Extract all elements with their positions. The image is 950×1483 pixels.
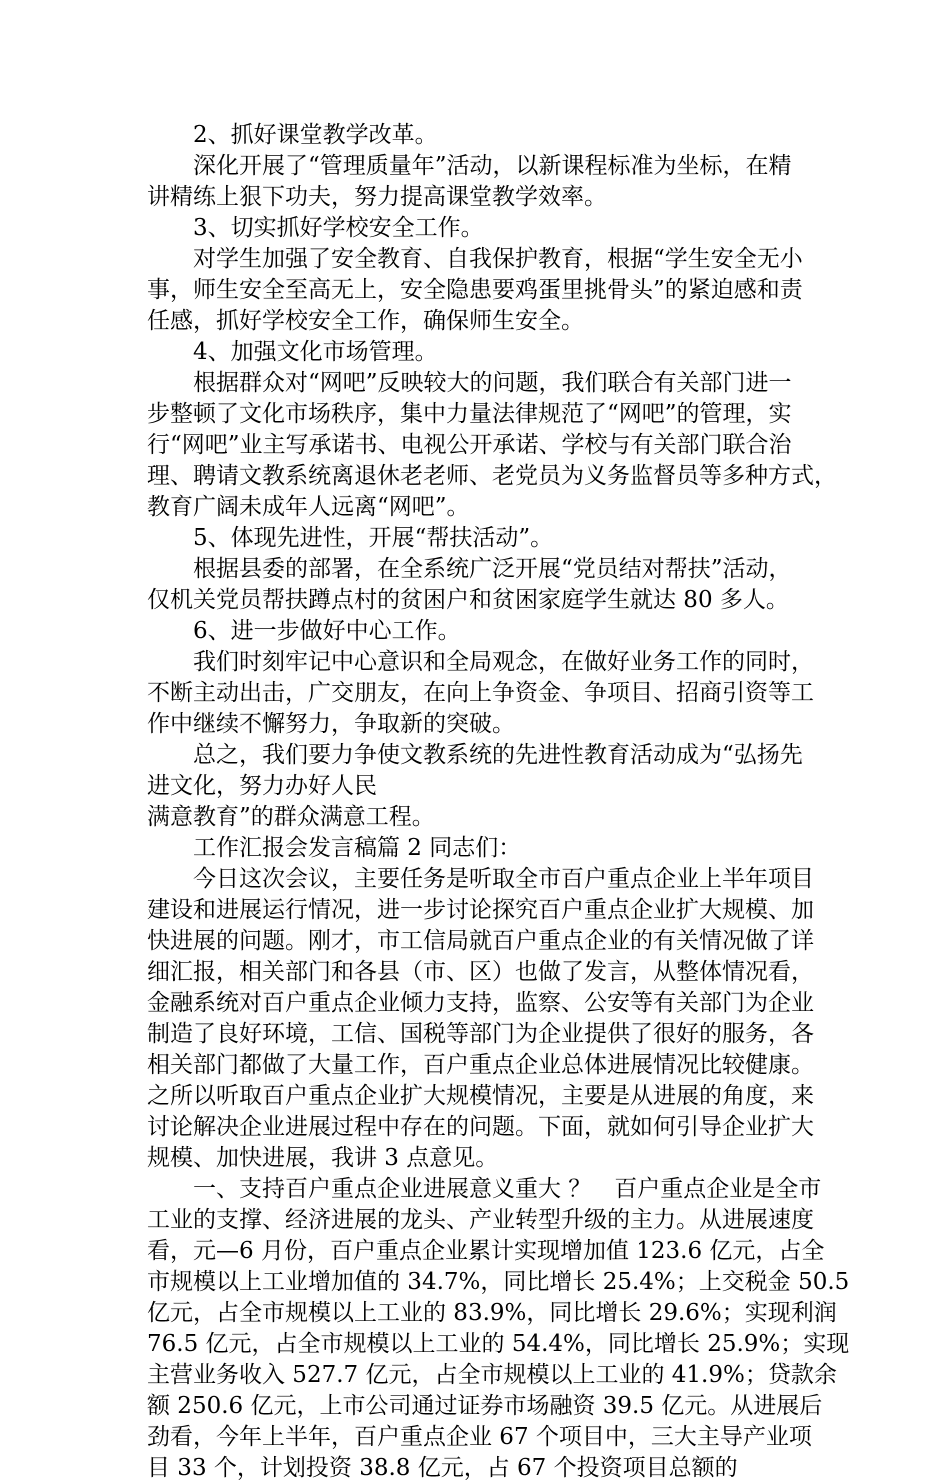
text-line: 市规模以上工业增加值的 34.7%，同比增长 25.4%；上交税金 50.5 — [147, 1269, 850, 1295]
text-line: 事，师生安全至高无上，安全隐患要鸡蛋里挑骨头”的紧迫感和责 — [147, 277, 803, 303]
text-line: 亿元，占全市规模以上工业的 83.9%，同比增长 29.6%；实现利润 — [147, 1300, 837, 1326]
text-line: 我们时刻牢记中心意识和全局观念，在做好业务工作的同时， — [147, 649, 814, 675]
text-line: 根据县委的部署，在全系统广泛开展“党员结对帮扶”活动， — [147, 556, 792, 582]
text-line: 主营业务收入 527.7 亿元，占全市规模以上工业的 41.9%；贷款余 — [147, 1362, 837, 1388]
text-line: 行“网吧”业主写承诺书、电视公开承诺、学校与有关部门联合治 — [147, 432, 792, 458]
text-line: 进文化，努力办好人民 — [147, 773, 377, 799]
text-line: 讨论解决企业进展过程中存在的问题。下面，就如何引导企业扩大 — [147, 1114, 814, 1140]
text-line: 根据群众对“网吧”反映较大的问题，我们联合有关部门进一 — [147, 370, 792, 396]
text-line: 劲看，今年上半年，百户重点企业 67 个项目中，三大主导产业项 — [147, 1424, 812, 1450]
text-line: 一、支持百户重点企业进展意义重大 ？ 百户重点企业是全市 — [147, 1176, 822, 1202]
document-page — [147, 0, 850, 1481]
text-line: 之所以听取百户重点企业扩大规模情况，主要是从进展的角度，来 — [147, 1083, 814, 1109]
text-line: 76.5 亿元，占全市规模以上工业的 54.4%，同比增长 25.9%；实现 — [147, 1331, 850, 1357]
text-line: 3、切实抓好学校安全工作。 — [147, 215, 484, 241]
text-line: 工作汇报会发言稿篇 2 同志们： — [147, 835, 522, 861]
text-line: 作中继续不懈努力，争取新的突破。 — [147, 711, 515, 737]
text-line: 教育广阔未成年人远离“网吧”。 — [147, 494, 470, 520]
text-line: 金融系统对百户重点企业倾力支持，监察、公安等有关部门为企业 — [147, 990, 814, 1016]
text-line: 制造了良好环境，工信、国税等部门为企业提供了很好的服务，各 — [147, 1021, 814, 1047]
text-line: 规模、加快进展，我讲 3 点意见。 — [147, 1145, 499, 1171]
text-line: 6、进一步做好中心工作。 — [147, 618, 461, 644]
text-line: 相关部门都做了大量工作，百户重点企业总体进展情况比较健康。 — [147, 1052, 814, 1078]
text-line: 对学生加强了安全教育、自我保护教育，根据“学生安全无小 — [147, 246, 803, 272]
text-line: 仅机关党员帮扶蹲点村的贫困户和贫困家庭学生就达 80 多人。 — [147, 587, 789, 613]
text-line: 4、加强文化市场管理。 — [147, 339, 438, 365]
text-line: 今日这次会议，主要任务是听取全市百户重点企业上半年项目 — [147, 866, 814, 892]
text-line: 看，元—6 月份，百户重点企业累计实现增加值 123.6 亿元，占全 — [147, 1238, 825, 1264]
text-line: 目 33 个，计划投资 38.8 亿元，占 67 个投资项目总额的 — [147, 1455, 738, 1481]
text-line: 深化开展了“管理质量年”活动，以新课程标准为坐标，在精 — [147, 153, 792, 179]
text-line: 总之，我们要力争使文教系统的先进性教育活动成为“弘扬先 — [147, 742, 803, 768]
text-line: 建设和进展运行情况，进一步讨论探究百户重点企业扩大规模、加 — [147, 897, 814, 923]
text-line: 2、抓好课堂教学改革。 — [147, 122, 438, 148]
text-line: 步整顿了文化市场秩序，集中力量法律规范了“网吧”的管理，实 — [147, 401, 792, 427]
text-line: 5、体现先进性，开展“帮扶活动”。 — [147, 525, 554, 551]
text-line: 讲精练上狠下功夫，努力提高课堂教学效率。 — [147, 184, 607, 210]
text-line: 满意教育”的群众满意工程。 — [147, 804, 435, 830]
text-line: 细汇报，相关部门和各县（市、区）也做了发言，从整体情况看， — [147, 959, 814, 985]
text-line: 任感，抓好学校安全工作，确保师生安全。 — [147, 308, 584, 334]
text-line: 工业的支撑、经济进展的龙头、产业转型升级的主力。从进展速度 — [147, 1207, 814, 1233]
text-line: 快进展的问题。刚才，市工信局就百户重点企业的有关情况做了详 — [147, 928, 814, 954]
text-line: 理、聘请文教系统离退休老老师、老党员为义务监督员等多种方式， — [147, 463, 837, 489]
text-line: 额 250.6 亿元，上市公司通过证券市场融资 39.5 亿元。从进展后 — [147, 1393, 823, 1419]
text-line: 不断主动出击，广交朋友，在向上争资金、争项目、招商引资等工 — [147, 680, 814, 706]
